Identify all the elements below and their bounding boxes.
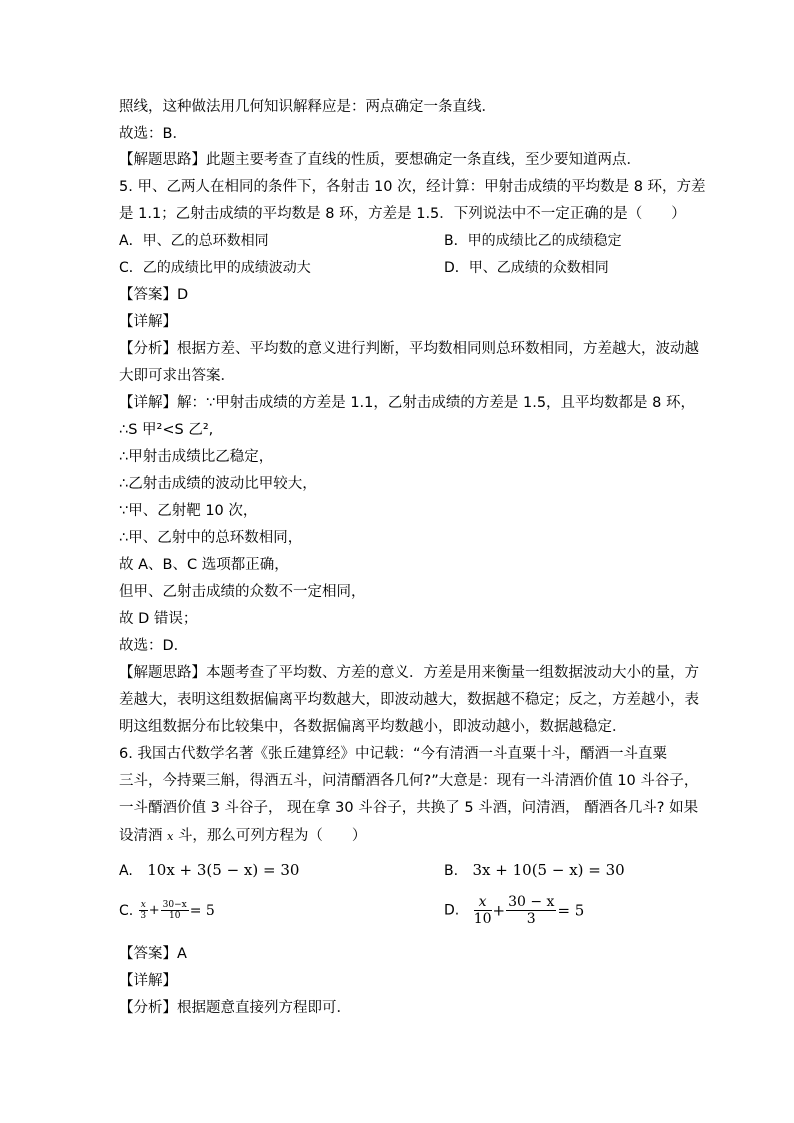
denominator: 10 (473, 911, 492, 928)
text-line: 故 A、B、C 选项都正确， (119, 557, 289, 573)
text-line: 【解题思路】此题主要考查了直线的性质，要想确定一条直线，至少要知道两点． (119, 152, 641, 168)
option-label: C. (119, 902, 134, 919)
fraction (506, 894, 556, 927)
text-line: 【解题思路】本题考查了平均数、方差的意义．方差是用来衡量一组数据波动大小的量，方 (119, 665, 699, 681)
denominator: 3 (526, 911, 536, 928)
text-line: 但甲、乙射击成绩的众数不一定相同， (119, 584, 366, 600)
numerator: 30 − x (508, 894, 555, 910)
text-line: 差越大，表明这组数据偏离平均数越大，即波动越大，数据越不稳定；反之，方差越小，表 (119, 692, 699, 708)
question-6-stem: 一斗醑酒价值 3 斗谷子， 现在拿 30 斗谷子，共换了 5 斗酒，问清酒， 醑酒各几斗? 如果 (119, 800, 699, 816)
text-line: 故选：B． (119, 126, 187, 142)
text-line: 大即可求出答案． (119, 368, 235, 384)
text-line: ∴乙射击成绩的波动比甲较大， (119, 476, 317, 492)
option-label: A. (119, 863, 133, 879)
fraction (139, 900, 148, 922)
stem-text: 斗，那么可列方程为（ ） (177, 828, 367, 844)
detail-label: 【详解】 (119, 973, 177, 989)
stem-text: 设清酒 (119, 828, 163, 844)
text-line: 【分析】根据方差、平均数的意义进行判断，平均数相同则总环数相同，方差越大，波动越 (119, 341, 699, 357)
q5-option-c: C．乙的成绩比甲的成绩波动大 (119, 260, 311, 276)
question-6-stem: 6. 我国古代数学名著《张丘建算经》中记载：“今有清酒一斗直粟十斗，醑酒一斗直粟 (119, 746, 667, 762)
text-line: 明这组数据分布比较集中，各数据偏离平均数越小，即波动越小，数据越稳定． (119, 719, 627, 735)
text-line: 故 D 错误； (119, 611, 198, 627)
text-line: ∴甲射击成绩比乙稳定， (119, 449, 274, 465)
numerator: x (140, 900, 146, 910)
option-label: D. (444, 902, 460, 919)
question-5-stem: 是 1.1；乙射击成绩的平均数是 8 环，方差是 1.5．下列说法中不一定正确的是（ ） (119, 206, 686, 222)
q6-option-d: D. $\frac{x}{10}$ + $\frac{30 - x}{3}$ = 5 (444, 894, 585, 928)
numerator: x (474, 894, 492, 911)
answer-label: 【答案】D (119, 287, 189, 303)
q6-option-c: C. $\frac{x}{3}$ + $\frac{30-x}{10}$ = 5 (119, 900, 215, 922)
text-line: ∴甲、乙射中的总环数相同， (119, 530, 303, 546)
text-line: 【分析】根据题意直接列方程即可． (119, 1000, 351, 1016)
q5-option-d: D．甲、乙成绩的众数相同 (444, 260, 609, 276)
answer-label: 【答案】A (119, 946, 187, 962)
q6-option-a (119, 860, 299, 881)
text-line: 故选：D． (119, 638, 189, 654)
q5-option-a: A．甲、乙的总环数相同 (119, 233, 269, 249)
question-6-stem (119, 826, 366, 847)
fraction (474, 894, 492, 927)
q6-option-b (444, 860, 625, 881)
text-line: ∵甲、乙射靶 10 次， (119, 503, 258, 519)
question-5-stem: 5. 甲、乙两人在相同的条件下，各射击 10 次，经计算：甲射击成绩的平均数是 8 环，方差 (119, 179, 706, 195)
denominator: 10 (168, 911, 181, 922)
numerator: 30−x (162, 900, 187, 910)
equation-rhs: = 5 (189, 902, 215, 919)
fraction (161, 900, 189, 922)
equation-rhs: = 5 (557, 901, 585, 920)
equation: 3x + 10(5 − x) = 30 (472, 861, 625, 879)
detail-label: 【详解】 (119, 314, 177, 330)
variable-x: x (167, 830, 174, 843)
q5-option-b: B．甲的成绩比乙的成绩稳定 (444, 233, 622, 249)
text-line: 照线，这种做法用几何知识解释应是：两点确定一条直线． (119, 99, 496, 115)
option-label: B. (444, 863, 459, 879)
question-6-stem: 三斗，今持粟三斛，得酒五斗，问清醑酒各几何?”大意是：现有一斗清酒价值 10 斗谷子， (119, 773, 699, 789)
denominator: 3 (140, 911, 147, 922)
text-line: ∴S 甲²<S 乙², (119, 422, 214, 438)
text-line: 【详解】解：∵甲射击成绩的方差是 1.1，乙射击成绩的方差是 1.5，且平均数都是 8 环， (119, 395, 696, 411)
equation: 10x + 3(5 − x) = 30 (147, 861, 300, 879)
